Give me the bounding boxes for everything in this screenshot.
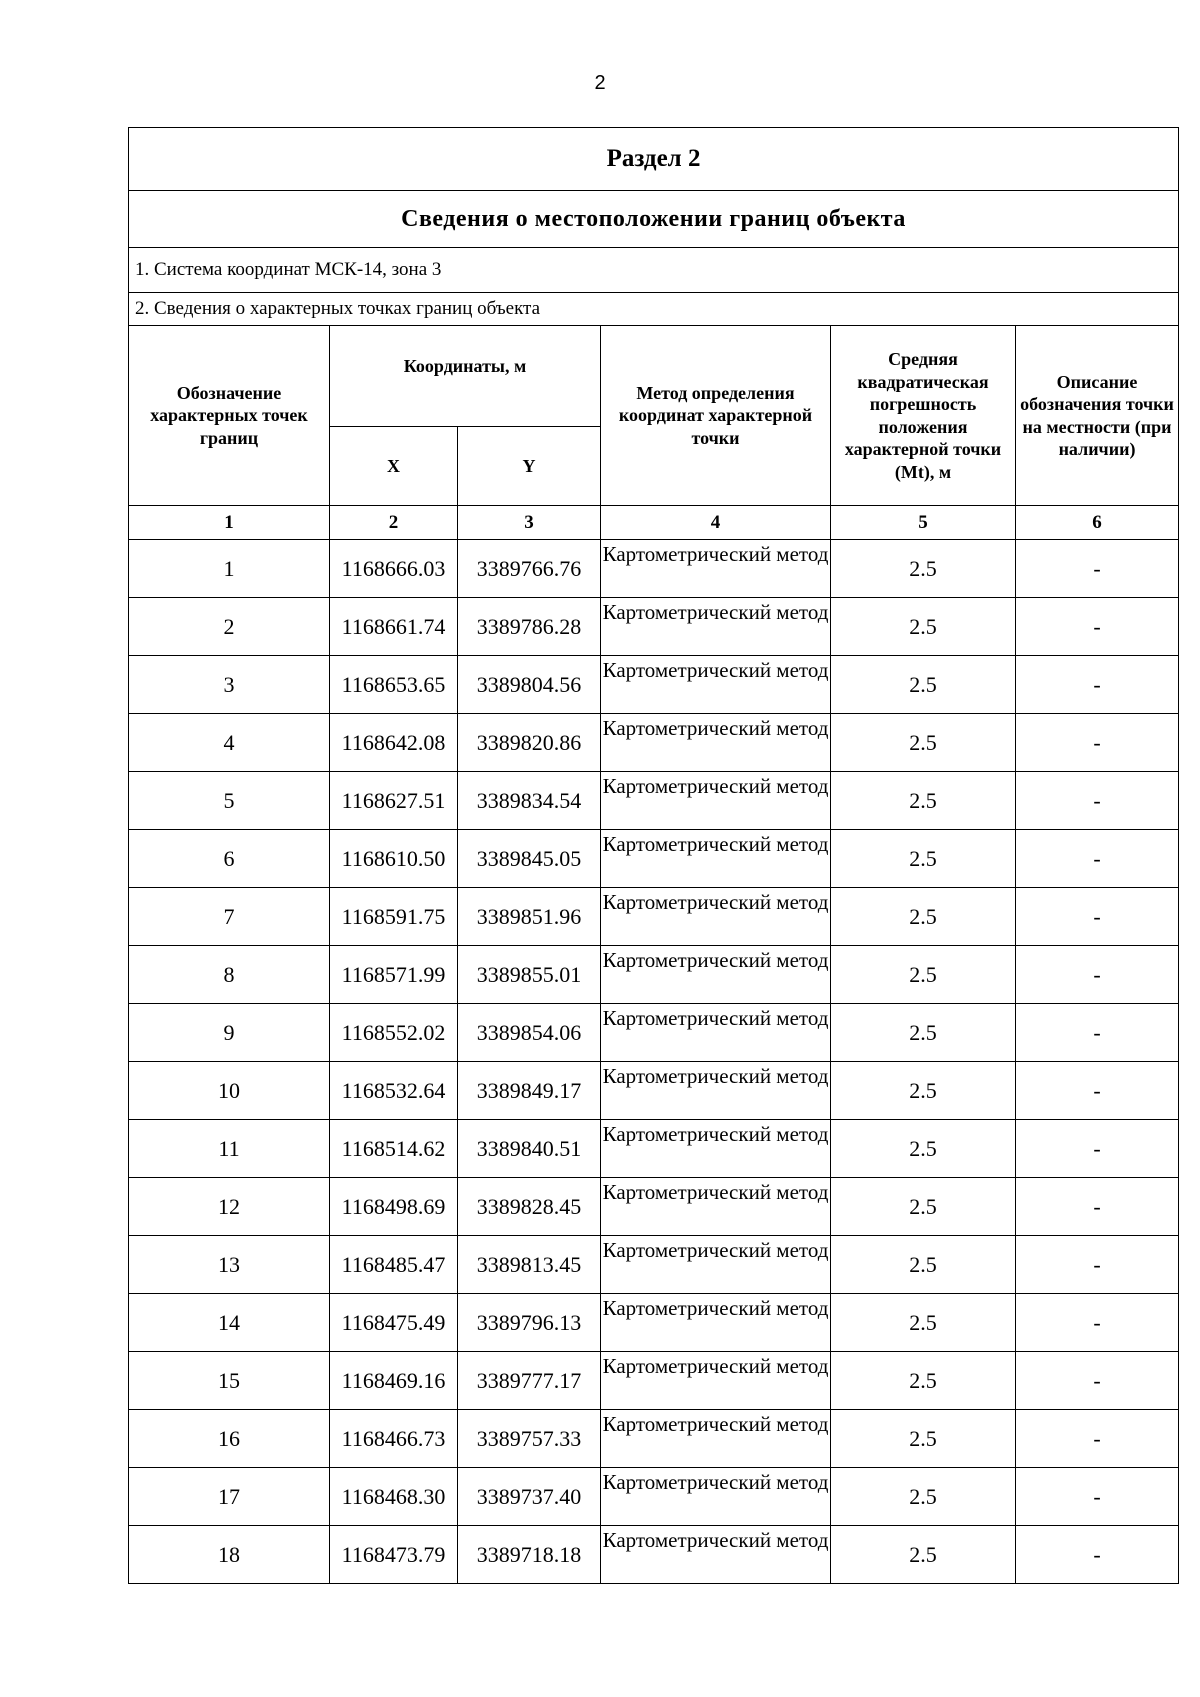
header-x: X <box>330 427 458 506</box>
x-coordinate-cell: 1168466.73 <box>330 1410 458 1468</box>
header-error: Средняя квадратическая погрешность положения характерной точки (Mt), м <box>831 326 1016 506</box>
method-cell: Картометрический метод <box>601 656 831 714</box>
error-cell: 2.5 <box>831 1236 1016 1294</box>
description-cell: - <box>1016 1468 1179 1526</box>
table-row <box>129 1468 1179 1526</box>
y-coordinate-cell: 3389828.45 <box>458 1178 601 1236</box>
error-cell: 2.5 <box>831 656 1016 714</box>
point-number-cell: 5 <box>129 772 330 830</box>
section-title: Раздел 2 <box>129 128 1179 191</box>
description-cell: - <box>1016 888 1179 946</box>
y-coordinate-cell: 3389849.17 <box>458 1062 601 1120</box>
error-cell: 2.5 <box>831 1004 1016 1062</box>
error-cell: 2.5 <box>831 540 1016 598</box>
method-cell: Картометрический метод <box>601 1352 831 1410</box>
x-coordinate-cell: 1168571.99 <box>330 946 458 1004</box>
description-cell: - <box>1016 1236 1179 1294</box>
description-cell: - <box>1016 598 1179 656</box>
x-coordinate-cell: 1168653.65 <box>330 656 458 714</box>
y-coordinate-cell: 3389854.06 <box>458 1004 601 1062</box>
table-row <box>129 830 1179 888</box>
description-cell: - <box>1016 656 1179 714</box>
error-cell: 2.5 <box>831 1062 1016 1120</box>
table-row <box>129 1352 1179 1410</box>
description-cell: - <box>1016 1294 1179 1352</box>
point-number-cell: 9 <box>129 1004 330 1062</box>
method-cell: Картометрический метод <box>601 830 831 888</box>
error-cell: 2.5 <box>831 598 1016 656</box>
column-number: 4 <box>601 506 831 540</box>
method-cell: Картометрический метод <box>601 888 831 946</box>
table-row <box>129 946 1179 1004</box>
description-cell: - <box>1016 540 1179 598</box>
table-row <box>129 1062 1179 1120</box>
boundary-points-table <box>128 127 1179 1584</box>
method-cell: Картометрический метод <box>601 1410 831 1468</box>
column-number: 6 <box>1016 506 1179 540</box>
point-number-cell: 11 <box>129 1120 330 1178</box>
method-cell: Картометрический метод <box>601 1178 831 1236</box>
description-cell: - <box>1016 1178 1179 1236</box>
method-cell: Картометрический метод <box>601 1004 831 1062</box>
table-row <box>129 888 1179 946</box>
x-coordinate-cell: 1168610.50 <box>330 830 458 888</box>
table-row <box>129 540 1179 598</box>
header-method: Метод определения координат характерной точки <box>601 326 831 506</box>
header-coordinates: Координаты, м <box>330 326 601 427</box>
points-info-line: 2. Сведения о характерных точках границ объекта <box>129 293 1179 326</box>
error-cell: 2.5 <box>831 830 1016 888</box>
x-coordinate-cell: 1168475.49 <box>330 1294 458 1352</box>
coordinate-system-line: 1. Система координат МСК-14, зона 3 <box>129 248 1179 293</box>
y-coordinate-cell: 3389820.86 <box>458 714 601 772</box>
table-row <box>129 1120 1179 1178</box>
description-cell: - <box>1016 946 1179 1004</box>
description-cell: - <box>1016 1062 1179 1120</box>
error-cell: 2.5 <box>831 1294 1016 1352</box>
header-y: Y <box>458 427 601 506</box>
section-subtitle: Сведения о местоположении границ объекта <box>129 191 1179 248</box>
point-number-cell: 16 <box>129 1410 330 1468</box>
point-number-cell: 7 <box>129 888 330 946</box>
method-cell: Картометрический метод <box>601 946 831 1004</box>
table-row <box>129 656 1179 714</box>
table-row <box>129 598 1179 656</box>
method-cell: Картометрический метод <box>601 1120 831 1178</box>
description-cell: - <box>1016 830 1179 888</box>
y-coordinate-cell: 3389757.33 <box>458 1410 601 1468</box>
header-designation: Обозначение характерных точек границ <box>129 326 330 506</box>
method-cell: Картометрический метод <box>601 714 831 772</box>
method-cell: Картометрический метод <box>601 540 831 598</box>
error-cell: 2.5 <box>831 946 1016 1004</box>
x-coordinate-cell: 1168469.16 <box>330 1352 458 1410</box>
point-number-cell: 1 <box>129 540 330 598</box>
description-cell: - <box>1016 1352 1179 1410</box>
x-coordinate-cell: 1168473.79 <box>330 1526 458 1584</box>
x-coordinate-cell: 1168485.47 <box>330 1236 458 1294</box>
page-number: 2 <box>594 72 606 94</box>
x-coordinate-cell: 1168532.64 <box>330 1062 458 1120</box>
point-number-cell: 13 <box>129 1236 330 1294</box>
column-number: 3 <box>458 506 601 540</box>
x-coordinate-cell: 1168627.51 <box>330 772 458 830</box>
error-cell: 2.5 <box>831 1526 1016 1584</box>
y-coordinate-cell: 3389840.51 <box>458 1120 601 1178</box>
description-cell: - <box>1016 714 1179 772</box>
header-description: Описание обозначения точки на местности (при наличии) <box>1016 326 1179 506</box>
description-cell: - <box>1016 1526 1179 1584</box>
point-number-cell: 18 <box>129 1526 330 1584</box>
error-cell: 2.5 <box>831 1468 1016 1526</box>
point-number-cell: 6 <box>129 830 330 888</box>
error-cell: 2.5 <box>831 1410 1016 1468</box>
error-cell: 2.5 <box>831 1120 1016 1178</box>
column-number: 1 <box>129 506 330 540</box>
table-row <box>129 1410 1179 1468</box>
error-cell: 2.5 <box>831 888 1016 946</box>
y-coordinate-cell: 3389834.54 <box>458 772 601 830</box>
x-coordinate-cell: 1168552.02 <box>330 1004 458 1062</box>
y-coordinate-cell: 3389737.40 <box>458 1468 601 1526</box>
error-cell: 2.5 <box>831 772 1016 830</box>
error-cell: 2.5 <box>831 1178 1016 1236</box>
point-number-cell: 3 <box>129 656 330 714</box>
column-number: 5 <box>831 506 1016 540</box>
x-coordinate-cell: 1168591.75 <box>330 888 458 946</box>
y-coordinate-cell: 3389786.28 <box>458 598 601 656</box>
method-cell: Картометрический метод <box>601 1236 831 1294</box>
method-cell: Картометрический метод <box>601 1294 831 1352</box>
point-number-cell: 15 <box>129 1352 330 1410</box>
method-cell: Картометрический метод <box>601 598 831 656</box>
x-coordinate-cell: 1168498.69 <box>330 1178 458 1236</box>
table-row <box>129 1178 1179 1236</box>
x-coordinate-cell: 1168661.74 <box>330 598 458 656</box>
table-row <box>129 1004 1179 1062</box>
y-coordinate-cell: 3389804.56 <box>458 656 601 714</box>
y-coordinate-cell: 3389777.17 <box>458 1352 601 1410</box>
point-number-cell: 17 <box>129 1468 330 1526</box>
x-coordinate-cell: 1168642.08 <box>330 714 458 772</box>
point-number-cell: 12 <box>129 1178 330 1236</box>
table-row <box>129 714 1179 772</box>
point-number-cell: 8 <box>129 946 330 1004</box>
table-row <box>129 1526 1179 1584</box>
method-cell: Картометрический метод <box>601 1526 831 1584</box>
error-cell: 2.5 <box>831 714 1016 772</box>
error-cell: 2.5 <box>831 1352 1016 1410</box>
y-coordinate-cell: 3389718.18 <box>458 1526 601 1584</box>
point-number-cell: 10 <box>129 1062 330 1120</box>
y-coordinate-cell: 3389766.76 <box>458 540 601 598</box>
y-coordinate-cell: 3389851.96 <box>458 888 601 946</box>
y-coordinate-cell: 3389855.01 <box>458 946 601 1004</box>
description-cell: - <box>1016 1004 1179 1062</box>
method-cell: Картометрический метод <box>601 1062 831 1120</box>
table-row <box>129 1236 1179 1294</box>
x-coordinate-cell: 1168514.62 <box>330 1120 458 1178</box>
method-cell: Картометрический метод <box>601 1468 831 1526</box>
x-coordinate-cell: 1168468.30 <box>330 1468 458 1526</box>
table-row <box>129 772 1179 830</box>
y-coordinate-cell: 3389796.13 <box>458 1294 601 1352</box>
method-cell: Картометрический метод <box>601 772 831 830</box>
y-coordinate-cell: 3389845.05 <box>458 830 601 888</box>
y-coordinate-cell: 3389813.45 <box>458 1236 601 1294</box>
x-coordinate-cell: 1168666.03 <box>330 540 458 598</box>
point-number-cell: 14 <box>129 1294 330 1352</box>
description-cell: - <box>1016 1410 1179 1468</box>
column-number: 2 <box>330 506 458 540</box>
table-row <box>129 1294 1179 1352</box>
point-number-cell: 2 <box>129 598 330 656</box>
point-number-cell: 4 <box>129 714 330 772</box>
description-cell: - <box>1016 772 1179 830</box>
description-cell: - <box>1016 1120 1179 1178</box>
